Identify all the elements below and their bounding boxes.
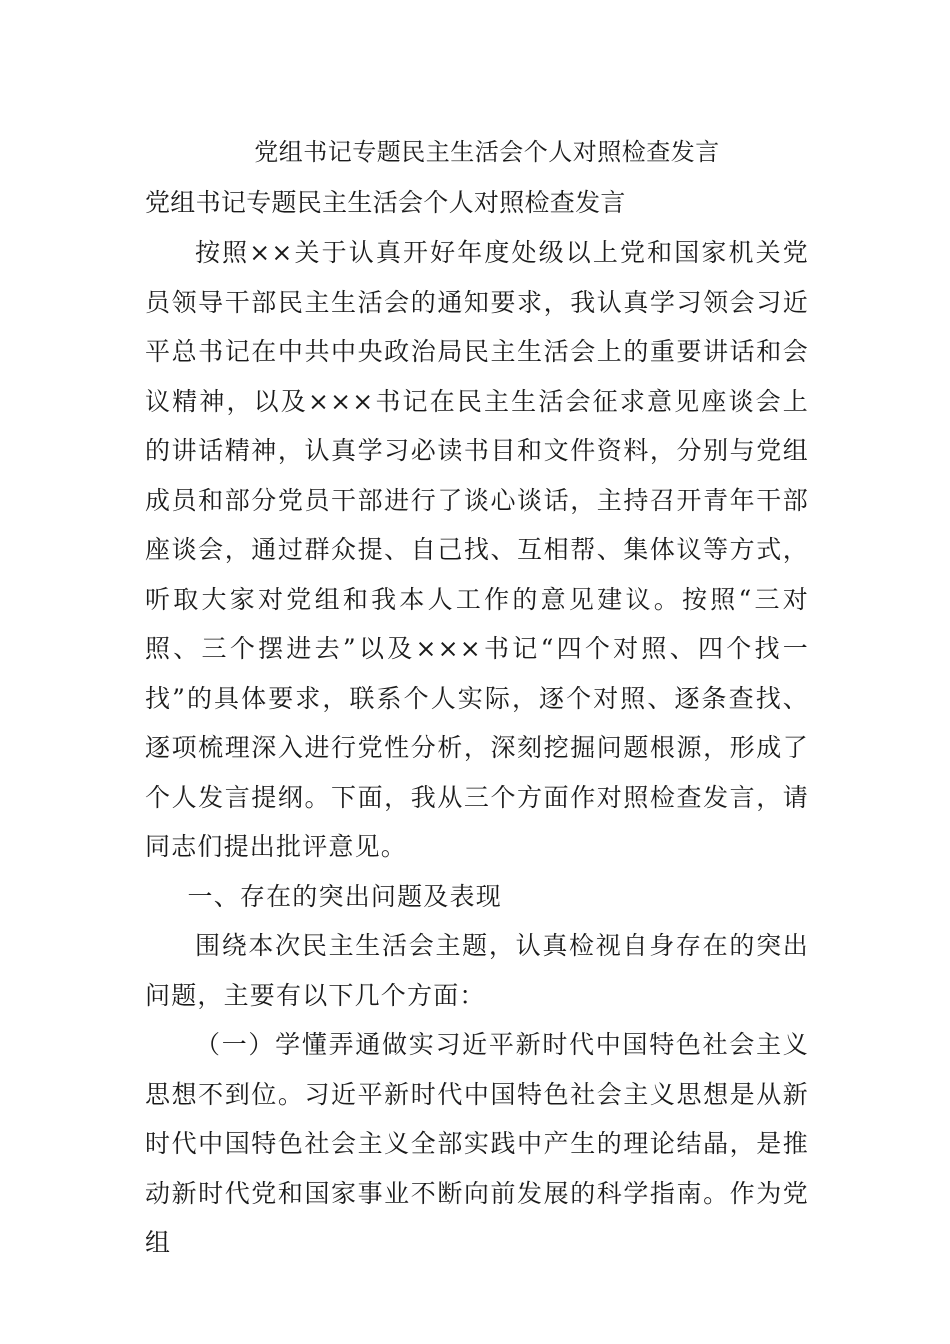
intro-paragraph: 按照××关于认真开好年度处级以上党和国家机关党员领导干部民主生活会的通知要求，我认真学习领会习近平总书记在中共中央政治局民主生活会上的重要讲话和会议精神，以及×××书记在民主生活会征求意见座谈会上的讲话精神，认真学习必读书目和文件资料，分别与党组成员和部分党员干部进行了谈心谈话，主持召开青年干部座谈会，通过群众提、自己找、互相帮、集体议等方式，听取大家对党组和我本人工作的意见建议。按照“三对照、三个摆进去”以及×××书记“四个对照、四个找一找”的具体要求，联系个人实际，逐个对照、逐条查找、逐项梳理深入进行党性分析，深刻挖掘问题根源，形成了个人发言提纲。下面，我从三个方面作对照检查发言，请同志们提出批评意见。	[145, 238, 809, 861]
document-title: 党组书记专题民主生活会个人对照检查发言	[254, 138, 720, 166]
section-intro-paragraph: 围绕本次民主生活会主题，认真检视自身存在的突出问题，主要有以下几个方面：	[145, 931, 809, 1010]
subsection-paragraph-1: （一）学懂弄通做实习近平新时代中国特色社会主义思想不到位。习近平新时代中国特色社会主义思想是从新时代中国特色社会主义全部实践中产生的理论结晶，是推动新时代党和国家事业不断向前发展的科学指南。作为党组	[145, 1030, 809, 1257]
document-body	[145, 126, 809, 1268]
section-heading-1: 一、存在的突出问题及表现	[187, 881, 502, 911]
document-subtitle: 党组书记专题民主生活会个人对照检查发言	[145, 188, 626, 217]
